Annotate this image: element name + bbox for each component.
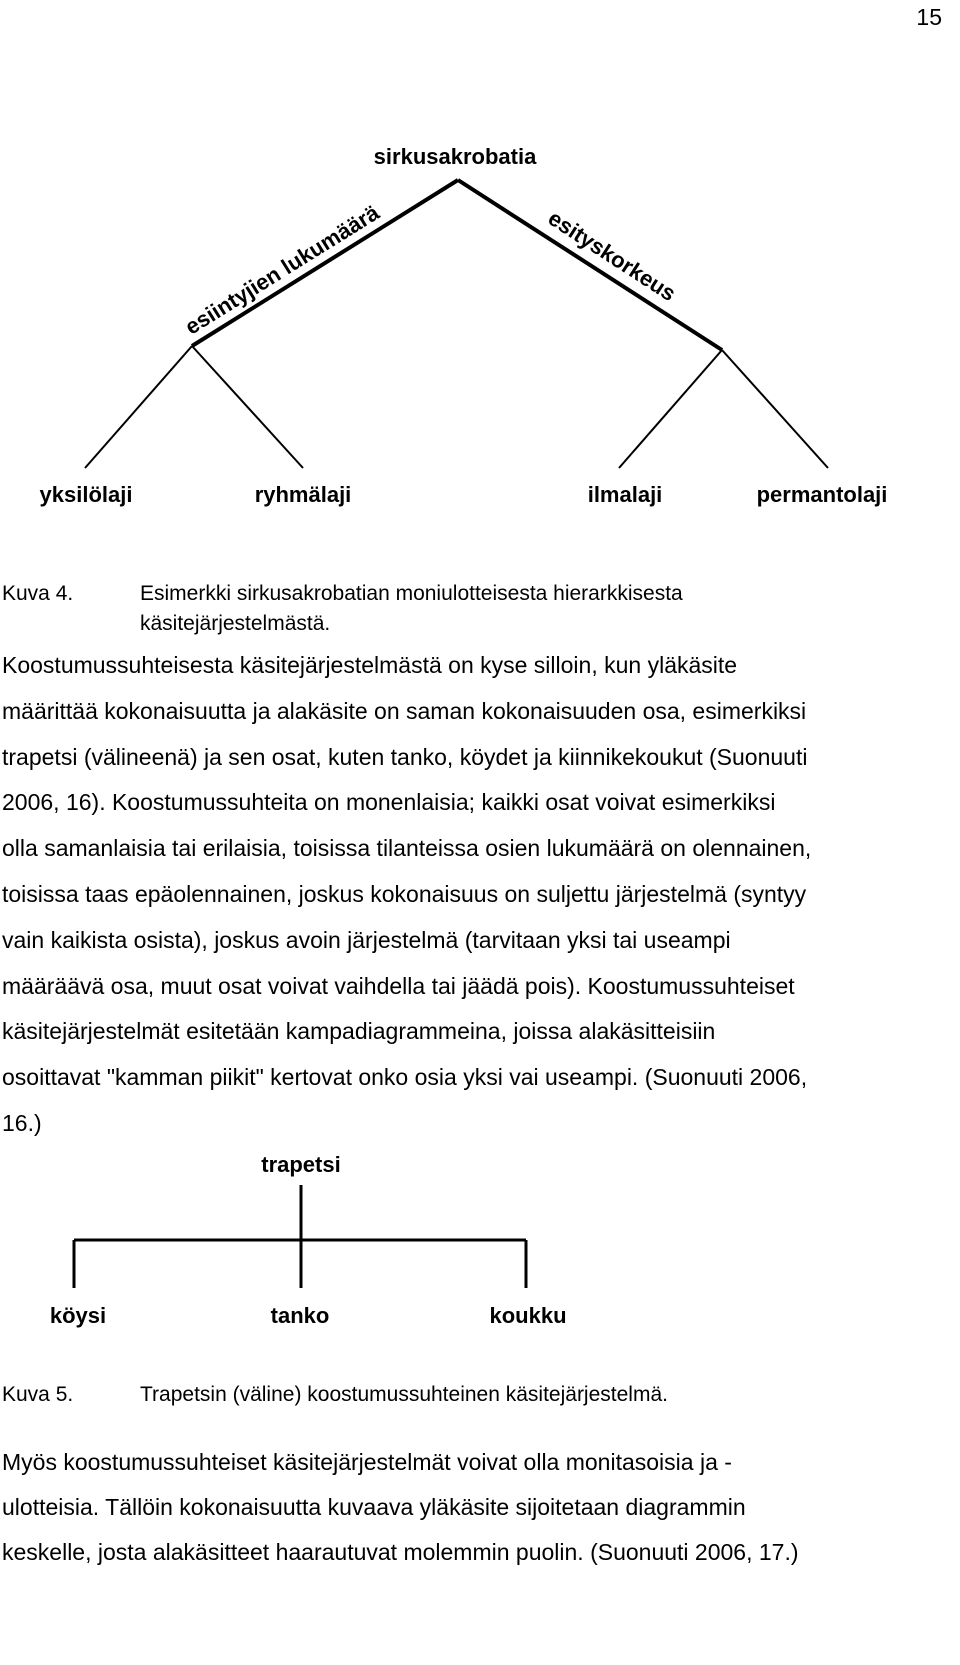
comb-root-label: trapetsi (261, 1152, 341, 1177)
caption-line: Trapetsin (väline) koostumussuhteinen käsitejärjestelmä. (140, 1383, 668, 1406)
paragraph-line: Myös koostumussuhteiset käsitejärjestelmät voivat olla monitasoisia ja - (2, 1449, 732, 1475)
paragraph-line: 16.) (2, 1109, 42, 1136)
figure5-comb-diagram (0, 1140, 960, 1360)
figure4-concept-tree (0, 0, 960, 540)
figure4-caption-number: Kuva 4. (2, 582, 74, 605)
paragraph-line: osoittavat "kamman piikit" kertovat onko osia yksi vai useampi. (Suonuuti 2006, (2, 1064, 808, 1091)
paragraph-line: määrittää kokonaisuutta ja alakäsite on saman kokonaisuuden osa, esimerkiksi (2, 697, 807, 724)
body-paragraph-2 (2, 1440, 947, 1575)
tree-edge-root-right (458, 180, 722, 350)
paragraph-line: toisissa taas epäolennainen, joskus kokonaisuus on suljettu järjestelmä (syntyy (2, 880, 807, 907)
tree-leaf-label: permantolaji (756, 482, 888, 507)
tree-branch-right-label: esityskorkeus (543, 205, 681, 307)
tree-leaf-label: yksilölaji (39, 482, 133, 507)
paragraph-line: ulotteisia. Tällöin kokonaisuutta kuvaava yläkäsite sijoitetaan diagrammin (2, 1494, 746, 1520)
comb-leaf-label: koukku (489, 1303, 567, 1328)
tree-edge-left-yksilolaji (85, 346, 192, 468)
body-paragraph-1 (2, 643, 947, 1147)
paragraph-line: määräävä osa, muut osat voivat vaihdella tai jäädä pois). Koostumussuhteiset (2, 972, 795, 999)
tree-leaf-label: ilmalaji (587, 482, 663, 507)
paragraph-line: vain kaikista osista), joskus avoin järjestelmä (tarvitaan yksi tai useampi (2, 926, 731, 953)
tree-edge-root-left (192, 180, 458, 346)
caption-line: Esimerkki sirkusakrobatian moniulotteisesta hierarkkisesta (140, 582, 683, 605)
figure4-caption-text (140, 579, 940, 639)
tree-branch-left-label: esiintyjien lukumäärä (180, 199, 384, 340)
page-number: 15 (916, 4, 942, 30)
tree-edge-right-ilmalaji (619, 350, 722, 468)
paragraph-line: keskelle, josta alakäsitteet haarautuvat molemmin puolin. (Suonuuti 2006, 17.) (2, 1539, 799, 1565)
tree-edge-right-permantolaji (722, 350, 828, 468)
figure5-caption-text (140, 1380, 940, 1410)
comb-leaf-label: tanko (270, 1303, 330, 1328)
paragraph-line: käsitejärjestelmät esitetään kampadiagrammeina, joissa alakäsitteisiin (2, 1018, 716, 1045)
figure5-caption-number: Kuva 5. (2, 1383, 74, 1406)
comb-leaf-label: köysi (49, 1303, 107, 1328)
caption-line: käsitejärjestelmästä. (140, 612, 331, 635)
paragraph-line: olla samanlaisia tai erilaisia, toisissa tilanteissa osien lukumäärä on olennainen, (2, 835, 812, 862)
paragraph-line: 2006, 16). Koostumussuhteita on monenlaisia; kaikki osat voivat esimerkiksi (2, 789, 776, 816)
paragraph-line: trapetsi (välineenä) ja sen osat, kuten tanko, köydet ja kiinnikekoukut (Suonuuti (2, 743, 808, 770)
tree-leaf-label: ryhmälaji (254, 482, 352, 507)
tree-edge-left-ryhmalaji (192, 346, 303, 468)
tree-root-label: sirkusakrobatia (373, 144, 537, 169)
paragraph-line: Koostumussuhteisesta käsitejärjestelmästä on kyse silloin, kun yläkäsite (2, 652, 738, 678)
